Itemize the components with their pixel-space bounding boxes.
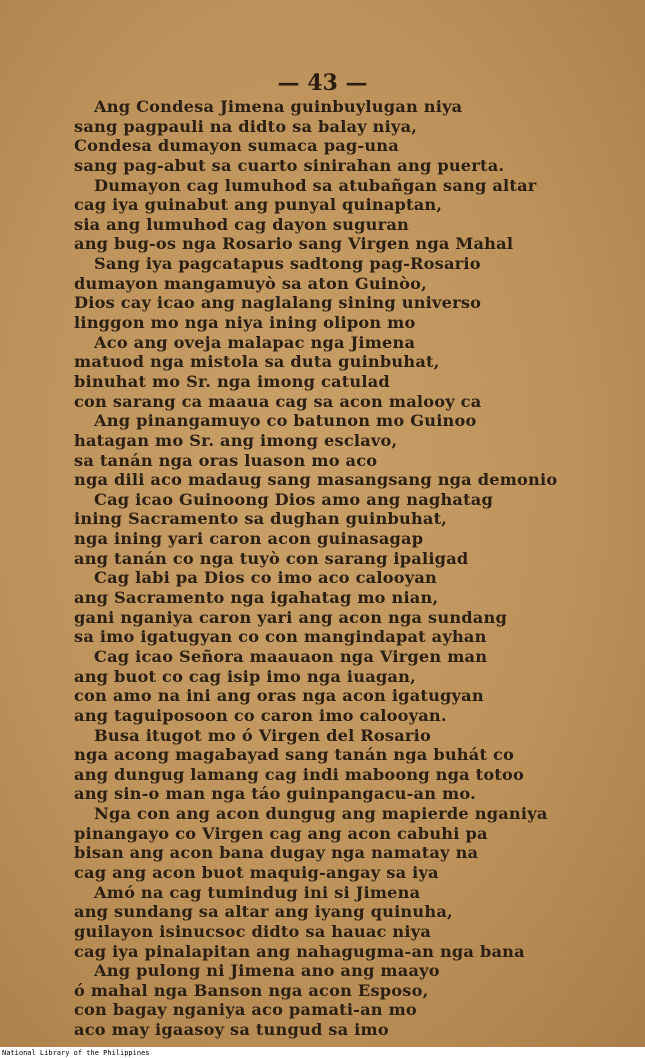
library-footer: National Library of the Philippines [0, 1048, 645, 1058]
poem-line: guilayon isinucsoc didto sa hauac niya [74, 921, 432, 941]
poem-line: Cag icao Guinoong Dios amo ang naghatag [94, 489, 493, 509]
poem-line: Ang Condesa Jimena guinbuylugan niya [94, 97, 463, 116]
poem-line: Busa itugot mo ó Virgen del Rosario [94, 725, 432, 745]
poem-text [74, 97, 594, 1040]
poem-line: sa tanán nga oras luason mo aco [74, 450, 378, 470]
poem-line: aco may igaasoy sa tungud sa imo [74, 1020, 389, 1040]
poem-line: hatagan mo Sr. ang imong esclavo, [74, 430, 398, 450]
poem-line: ining Sacramento sa dughan guinbuhat, [74, 509, 448, 529]
poem-line: cag ang acon buot maquig-angay sa iya [74, 862, 439, 882]
poem-line: matuod nga mistola sa duta guinbuhat, [74, 352, 440, 372]
poem-line: con amo na ini ang oras nga acon igatugyan [74, 686, 484, 706]
poem-line: ang bug-os nga Rosario sang Virgen nga Mahal [74, 234, 514, 254]
poem-line: ang dungug lamang cag indi maboong nga totoo [74, 764, 525, 784]
poem-line: Cag icao Señora maauaon nga Virgen man [94, 646, 488, 666]
poem-line: gani nganiya caron yari ang acon nga sundang [74, 607, 507, 627]
poem-line: bisan ang acon bana dugay nga namatay na [74, 843, 479, 863]
poem-line: Dumayon cag lumuhod sa atubañgan sang altar [94, 175, 537, 195]
poem-line: nga acong magabayad sang tanán nga buhát co [74, 745, 515, 765]
poem-line: ang taguiposoon co caron imo calooyan. [74, 705, 447, 725]
poem-line: con bagay nganiya aco pamati-an mo [74, 1000, 417, 1020]
poem-line: cag iya pinalapitan ang nahagugma-an nga bana [74, 941, 525, 961]
poem-line: ang tanán co nga tuyò con sarang ipaligad [74, 548, 469, 568]
poem-line: sang pag-abut sa cuarto sinirahan ang puerta. [74, 155, 505, 175]
poem-line: Cag labi pa Dios co imo aco calooyan [94, 568, 437, 588]
poem-line: ó mahal nga Banson nga acon Esposo, [74, 980, 429, 1000]
poem-line: con sarang ca maaua cag sa acon malooy ca [74, 391, 482, 411]
poem-line: dumayon mangamuyò sa aton Guinòo, [74, 273, 427, 293]
poem-line: Aco ang oveja malapac nga Jimena [94, 332, 416, 352]
poem-line: Ang pulong ni Jimena ano ang maayo [94, 961, 440, 981]
poem-line: linggon mo nga niya ining olipon mo [74, 313, 416, 333]
page-number: — 43 — [277, 70, 368, 96]
poem-line: Nga con ang acon dungug ang mapierde nganiya [94, 804, 548, 824]
poem-line: ang sin-o man nga táo guinpangacu-an mo. [74, 784, 476, 804]
poem-line: ang sundang sa altar ang iyang quinuha, [74, 902, 453, 922]
poem-line: ang Sacramento nga igahatag mo nian, [74, 588, 439, 608]
poem-line: sa imo igatugyan co con mangindapat ayhan [74, 627, 487, 647]
poem-line: sang pagpauli na didto sa balay niya, [74, 116, 418, 136]
poem-line: nga dili aco madaug sang masangsang nga demonio [74, 470, 558, 490]
poem-line: ang buot co cag isip imo nga iuagan, [74, 666, 416, 686]
poem-line: Condesa dumayon sumaca pag-una [74, 136, 399, 156]
poem-line: nga ining yari caron acon guinasagap [74, 529, 424, 549]
poem-line: Sang iya pagcatapus sadtong pag-Rosario [94, 254, 481, 274]
poem-line: sia ang lumuhod cag dayon suguran [74, 214, 410, 234]
poem-line: pinangayo co Virgen cag ang acon cabuhi pa [74, 823, 488, 843]
poem-line: Amó na cag tumindug ini si Jimena [94, 882, 421, 902]
poem-line: Ang pinangamuyo co batunon mo Guinoo [94, 411, 477, 431]
poem-line: Dios cay icao ang naglalang sining universo [74, 293, 482, 313]
poem-line: cag iya guinabut ang punyal quinaptan, [74, 195, 443, 215]
poem-line: binuhat mo Sr. nga imong catulad [74, 371, 390, 391]
